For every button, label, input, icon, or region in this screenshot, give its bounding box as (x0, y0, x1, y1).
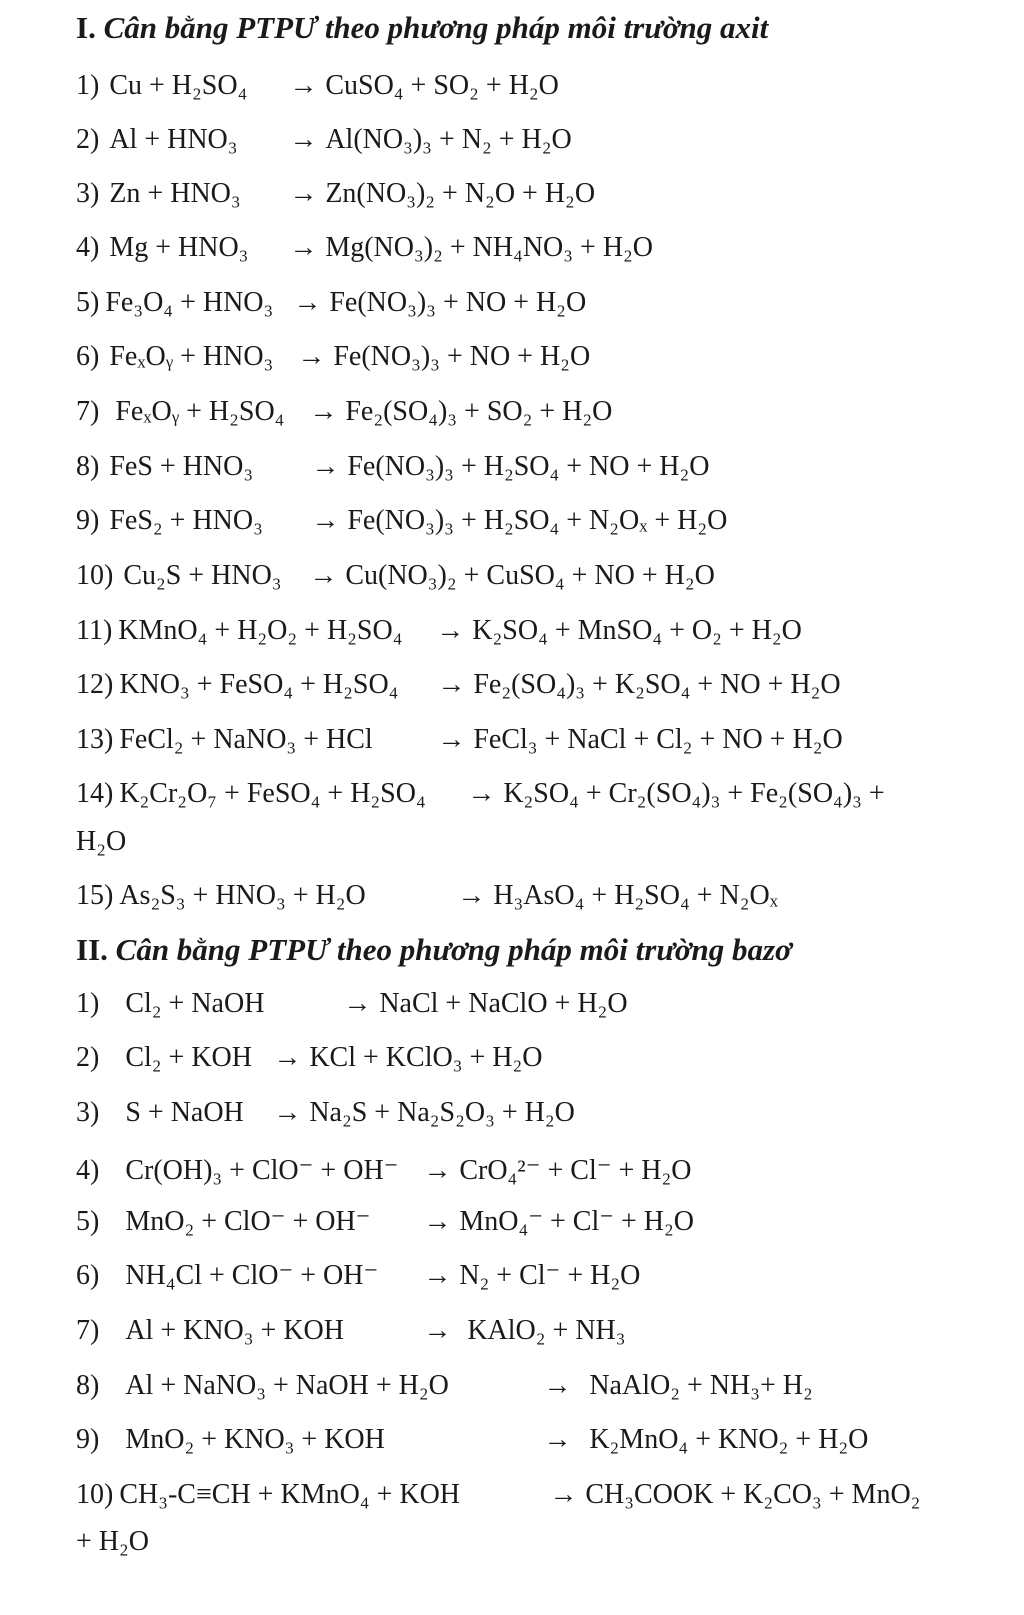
equation-reactants: Cl₂ + KOH (125, 1042, 252, 1073)
equation-number: 9) (76, 1424, 100, 1455)
equation-line (76, 1317, 626, 1345)
reaction-arrow: → (289, 70, 318, 101)
reaction-arrow: → (289, 124, 318, 155)
equation-line (76, 1426, 868, 1454)
equation-reactants: FeS₂ + HNO₃ (109, 505, 263, 536)
equation-number: 1) (76, 988, 100, 1019)
equation-number: 10) (76, 560, 114, 591)
equation-products: K₂MnO₄ + KNO₂ + H₂O (589, 1424, 869, 1455)
equation-products: NaAlO₂ + NH₃+ H₂ (589, 1370, 813, 1401)
equation-line (76, 1481, 920, 1509)
equation-line (76, 507, 727, 535)
equation-products: Fe(NO₃)₃ + NO + H₂O (333, 341, 591, 372)
equation-line (76, 780, 885, 808)
equation-reactants: Cr(OH)₃ + ClO⁻ + OH⁻ (125, 1155, 399, 1186)
equation-products-continued: + H₂O (76, 1526, 149, 1557)
equation-reactants: Cl₂ + NaOH (125, 988, 265, 1019)
equation-products: Fe₂(SO₄)₃ + K₂SO₄ + NO + H₂O (473, 669, 841, 700)
equation-number: 7) (76, 1315, 100, 1346)
equation-number: 5) (76, 1206, 100, 1237)
reaction-arrow: → (297, 341, 326, 372)
equation-line (76, 1372, 813, 1400)
equation-number: 9) (76, 505, 100, 536)
section2-roman: II. (76, 932, 108, 967)
equation-number: 8) (76, 451, 100, 482)
equation-reactants: S + NaOH (125, 1097, 244, 1128)
equation-line (76, 882, 778, 910)
equation-products: K₂SO₄ + Cr₂(SO₄)₃ + Fe₂(SO₄)₃ + (503, 778, 885, 809)
equation-products: KAlO₂ + NH₃ (467, 1315, 626, 1346)
reaction-arrow: → (549, 1479, 578, 1510)
reaction-arrow: → (311, 505, 340, 536)
equation-products: NaCl + NaClO + H₂O (379, 988, 628, 1019)
reaction-arrow: → (467, 778, 496, 809)
equation-products: MnO₄⁻ + Cl⁻ + H₂O (459, 1206, 695, 1237)
equation-number: 6) (76, 1260, 100, 1291)
equation-products: Fe(NO₃)₃ + NO + H₂O (329, 287, 587, 318)
equation-products: Mg(NO₃)₂ + NH₄NO₃ + H₂O (325, 232, 654, 263)
equation-number: 4) (76, 1155, 100, 1186)
equation-number: 10) (76, 1479, 114, 1510)
equation-number: 12) (76, 669, 114, 700)
equation-number: 8) (76, 1370, 100, 1401)
equation-number: 15) (76, 880, 114, 911)
equation-reactants: Al + NaNO₃ + NaOH + H₂O (125, 1370, 449, 1401)
equation-reactants: Mg + HNO₃ (109, 232, 249, 263)
equation-number: 4) (76, 232, 100, 263)
equation-reactants: K₂Cr₂O₇ + FeSO₄ + H₂SO₄ (119, 778, 426, 809)
equation-reactants: MnO₂ + KNO₃ + KOH (125, 1424, 385, 1455)
equation-products: Na₂S + Na₂S₂O₃ + H₂O (309, 1097, 575, 1128)
section2-title: Cân bằng PTPƯ theo phương pháp môi trường bazơ (115, 932, 792, 967)
equation-reactants: FeₓOᵧ + H₂SO₄ (115, 396, 285, 427)
reaction-arrow: → (423, 1206, 452, 1237)
equation-line (76, 398, 612, 426)
equation-reactants: Cu + H₂SO₄ (109, 70, 248, 101)
equation-number: 11) (76, 615, 113, 646)
reaction-arrow: → (457, 880, 486, 911)
equation-products: Al(NO₃)₃ + N₂ + H₂O (325, 124, 572, 155)
equation-reactants: KMnO₄ + H₂O₂ + H₂SO₄ (118, 615, 403, 646)
equation-number: 13) (76, 724, 114, 755)
equation-products: CrO₄²⁻ + Cl⁻ + H₂O (459, 1155, 692, 1186)
section2-heading (76, 934, 792, 965)
reaction-arrow: → (289, 232, 318, 263)
equation-number: 3) (76, 178, 100, 209)
equation-reactants: Al + HNO₃ (109, 124, 238, 155)
equation-products-continued: H₂O (76, 826, 127, 857)
equation-number: 1) (76, 70, 100, 101)
equation-reactants: FeS + HNO₃ (109, 451, 254, 482)
equation-line (76, 343, 590, 371)
reaction-arrow: → (289, 178, 318, 209)
section1-heading (76, 12, 768, 43)
equation-products: Zn(NO₃)₂ + N₂O + H₂O (325, 178, 596, 209)
equation-line (76, 671, 841, 699)
equation-line (76, 72, 559, 100)
equation-line (76, 1208, 694, 1236)
equation-continuation (76, 828, 126, 856)
equation-number: 2) (76, 124, 100, 155)
equation-number: 3) (76, 1097, 100, 1128)
equation-reactants: Al + KNO₃ + KOH (125, 1315, 344, 1346)
equation-products: Fe(NO₃)₃ + H₂SO₄ + NO + H₂O (347, 451, 710, 482)
equation-number: 7) (76, 396, 100, 427)
equation-products: N₂ + Cl⁻ + H₂O (459, 1260, 641, 1291)
equation-line (76, 726, 843, 754)
equation-line (76, 1157, 692, 1185)
equation-reactants: CH₃-C≡CH + KMnO₄ + KOH (119, 1479, 461, 1510)
equation-reactants: FeCl₂ + NaNO₃ + HCl (119, 724, 373, 755)
reaction-arrow: → (293, 287, 322, 318)
equation-products: CH₃COOK + K₂CO₃ + MnO₂ (585, 1479, 921, 1510)
equation-reactants: MnO₂ + ClO⁻ + OH⁻ (125, 1206, 371, 1237)
reaction-arrow: → (423, 1155, 452, 1186)
reaction-arrow: → (436, 615, 465, 646)
equation-continuation (76, 1528, 149, 1556)
equation-products: Cu(NO₃)₂ + CuSO₄ + NO + H₂O (345, 560, 715, 591)
equation-reactants: As₂S₃ + HNO₃ + H₂O (119, 880, 366, 911)
equation-reactants: FeₓOᵧ + HNO₃ (109, 341, 274, 372)
equation-number: 6) (76, 341, 100, 372)
equation-products: CuSO₄ + SO₂ + H₂O (325, 70, 559, 101)
equation-number: 5) (76, 287, 100, 318)
equation-products: KCl + KClO₃ + H₂O (309, 1042, 543, 1073)
reaction-arrow: → (343, 988, 372, 1019)
equation-line (76, 234, 653, 262)
reaction-arrow: → (423, 1315, 452, 1346)
equation-products: FeCl₃ + NaCl + Cl₂ + NO + H₂O (473, 724, 843, 755)
reaction-arrow: → (309, 560, 338, 591)
reaction-arrow: → (311, 451, 340, 482)
equation-line (76, 990, 628, 1018)
section1-roman: I. (76, 10, 96, 45)
equation-line (76, 1262, 640, 1290)
reaction-arrow: → (543, 1424, 572, 1455)
equation-products: K₂SO₄ + MnSO₄ + O₂ + H₂O (472, 615, 802, 646)
reaction-arrow: → (543, 1370, 572, 1401)
equation-line (76, 617, 802, 645)
equation-reactants: Zn + HNO₃ (109, 178, 241, 209)
section1-title: Cân bằng PTPƯ theo phương pháp môi trường axit (103, 10, 769, 45)
reaction-arrow: → (437, 669, 466, 700)
equation-line (76, 562, 715, 590)
equation-products: Fe(NO₃)₃ + H₂SO₄ + N₂Oₓ + H₂O (347, 505, 728, 536)
equation-number: 2) (76, 1042, 100, 1073)
equation-reactants: Fe₃O₄ + HNO₃ (105, 287, 274, 318)
reaction-arrow: → (273, 1042, 302, 1073)
reaction-arrow: → (309, 396, 338, 427)
equation-products: Fe₂(SO₄)₃ + SO₂ + H₂O (345, 396, 613, 427)
equation-line (76, 1099, 575, 1127)
reaction-arrow: → (273, 1097, 302, 1128)
equation-reactants: KNO₃ + FeSO₄ + H₂SO₄ (119, 669, 399, 700)
equation-products: H₃AsO₄ + H₂SO₄ + N₂Oₓ (493, 880, 778, 911)
equation-reactants: NH₄Cl + ClO⁻ + OH⁻ (125, 1260, 379, 1291)
equation-line (76, 180, 595, 208)
equation-line (76, 126, 572, 154)
reaction-arrow: → (423, 1260, 452, 1291)
equation-line (76, 1044, 542, 1072)
equation-line (76, 453, 710, 481)
equation-line (76, 289, 586, 317)
equation-number: 14) (76, 778, 114, 809)
equation-reactants: Cu₂S + HNO₃ (123, 560, 282, 591)
reaction-arrow: → (437, 724, 466, 755)
